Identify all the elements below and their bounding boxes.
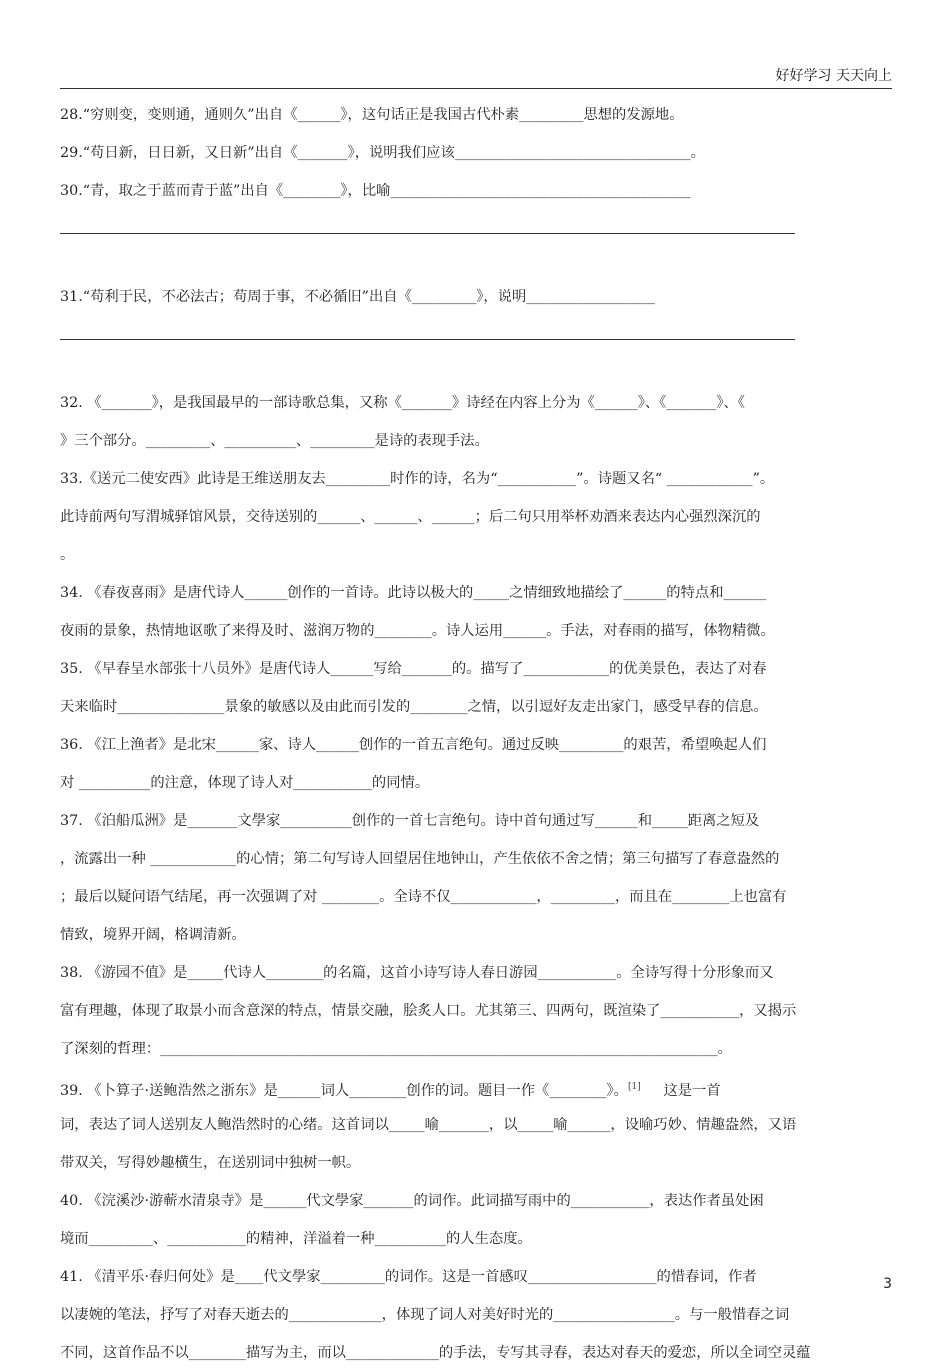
question-40-line-2: 境而_________、___________的精神，洋溢着一种__________的人生态度。 [60,1231,532,1247]
question-34-line-2: 夜雨的景象，热情地讴歌了来得及时、滋润万物的________。诗人运用______。手法，对春雨的描写，体物精微。 [60,623,775,639]
question-36-line-1: 36. 《江上渔者》是北宋______家、诗人______创作的一首五言绝句。通过反映_________的艰苦，希望唤起人们 [60,737,767,753]
question-37-line-3: ；最后以疑问语气结尾，再一次强调了对 ________。全诗不仅____________，_________，而且在________上也富有 [60,889,787,905]
question-41-line-1: 41. 《清平乐·春归何处》是____代文學家_________的词作。这是一首感叹__________________的惜春词，作者 [60,1269,757,1285]
question-39-line-1 [60,1068,894,1106]
question-33-line-1: 33.《送元二使安西》此诗是王维送朋友去_________时作的诗，名为“___________”。诗题又名“ ____________”。 [60,471,775,487]
question-37-line-4: 情致，境界开阔，格调清新。 [60,927,246,943]
question-37-line-1: 37. 《泊船瓜洲》是_______文學家__________创作的一首七言绝句。诗中首句通过写______和_____距离之短及 [60,813,760,829]
question-31-line: 31.“苟利于民，不必法古；苟周于事，不必循旧”出自《_________》，说明__________________ [60,289,655,305]
answer-blank-rule [60,210,894,248]
question-34-line-1: 34. 《春夜喜雨》是唐代诗人______创作的一首诗。此诗以极大的_____之情细致地描绘了______的特点和______ [60,585,767,601]
question-39-tail: 这是一首 [640,1082,721,1099]
question-30-line: 30.“青，取之于蓝而青于蓝”出自《________》，比喻__________________________________________ [60,183,691,199]
question-35-line-2: 天来临时_______________景象的敏感以及由此而引发的________之情，以引逗好友走出家门，感受早春的信息。 [60,699,768,715]
question-38-line-1: 38. 《游园不值》是_____代诗人________的名篇，这首小诗写诗人春日游园___________。全诗写得十分形象而又 [60,965,774,981]
paragraph-gap [60,248,894,278]
question-41-line-2: 以凄婉的笔法，抒写了对春天逝去的_____________，体现了词人对美好时光的_________________。与一般惜春之词 [60,1307,790,1323]
answer-blank-rule [60,316,894,354]
question-32-line-1: 32. 《_______》，是我国最早的一部诗歌总集，又称《_______》诗经在内容上分为《______》、《_______》、《 [60,395,745,411]
question-39-text: 39. 《卜算子·送鲍浩然之浙东》是______词人________创作的词。题目一作《________》。 [60,1082,628,1099]
document-body [60,96,894,1372]
question-33-line-2: 此诗前两句写渭城驿馆风景，交待送别的______、______、______；后二句只用举杯劝酒来表达内心强烈深沉的 [60,509,761,525]
question-38-line-3: 了深刻的哲理：______________________________________________________________________________。 [60,1041,732,1057]
question-33-line-3: 。 [60,547,75,563]
header-slogan: 好好学习 天天向上 [775,68,892,84]
question-39-line-3: 带双关，写得妙趣横生，在送别词中独树一帜。 [60,1155,361,1171]
question-35-line-1: 35. 《早春呈水部张十八员外》是唐代诗人______写给_______的。描写了____________的优美景色，表达了对春 [60,661,767,677]
question-39-line-2: 词，表达了词人送别友人鲍浩然时的心绪。这首词以_____喻_______，以_____喻______，设喻巧妙、情趣盎然，又语 [60,1117,797,1133]
question-40-line-1: 40. 《浣溪沙·游蕲水清泉寺》是______代文學家_______的词作。此词描写雨中的___________，表达作者虽处困 [60,1193,764,1209]
page-header [60,66,892,89]
question-28-line: 28.“穷则变，变则通，通则久”出自《______》，这句话正是我国古代朴素_________思想的发源地。 [60,107,684,123]
paragraph-gap [60,354,894,384]
page-number: 3 [883,1276,892,1292]
question-38-line-2: 富有理趣，体现了取景小而含意深的特点，情景交融，脍炙人口。尤其第三、四两句，既渲染了___________，又揭示 [60,1003,797,1019]
question-32-line-2: 》三个部分。_________、__________、_________是诗的表现手法。 [60,433,489,449]
question-41-line-3: 不同，这首作品不以________描写为主，而以_____________的手法，专写其寻春，表达对春天的爱恋，所以全词空灵蕴 [60,1345,811,1361]
footnote-marker: [1] [627,1082,641,1092]
question-37-line-2: ，流露出一种 ____________的心情；第二句写诗人回望居住地钟山，产生依依不舍之情；第三句描写了春意盎然的 [60,851,780,867]
question-29-line: 29.“苟日新，日日新，又日新”出自《_______》，说明我们应该_________________________________。 [60,145,705,161]
question-36-line-2: 对 __________的注意，体现了诗人对___________的同情。 [60,775,430,791]
